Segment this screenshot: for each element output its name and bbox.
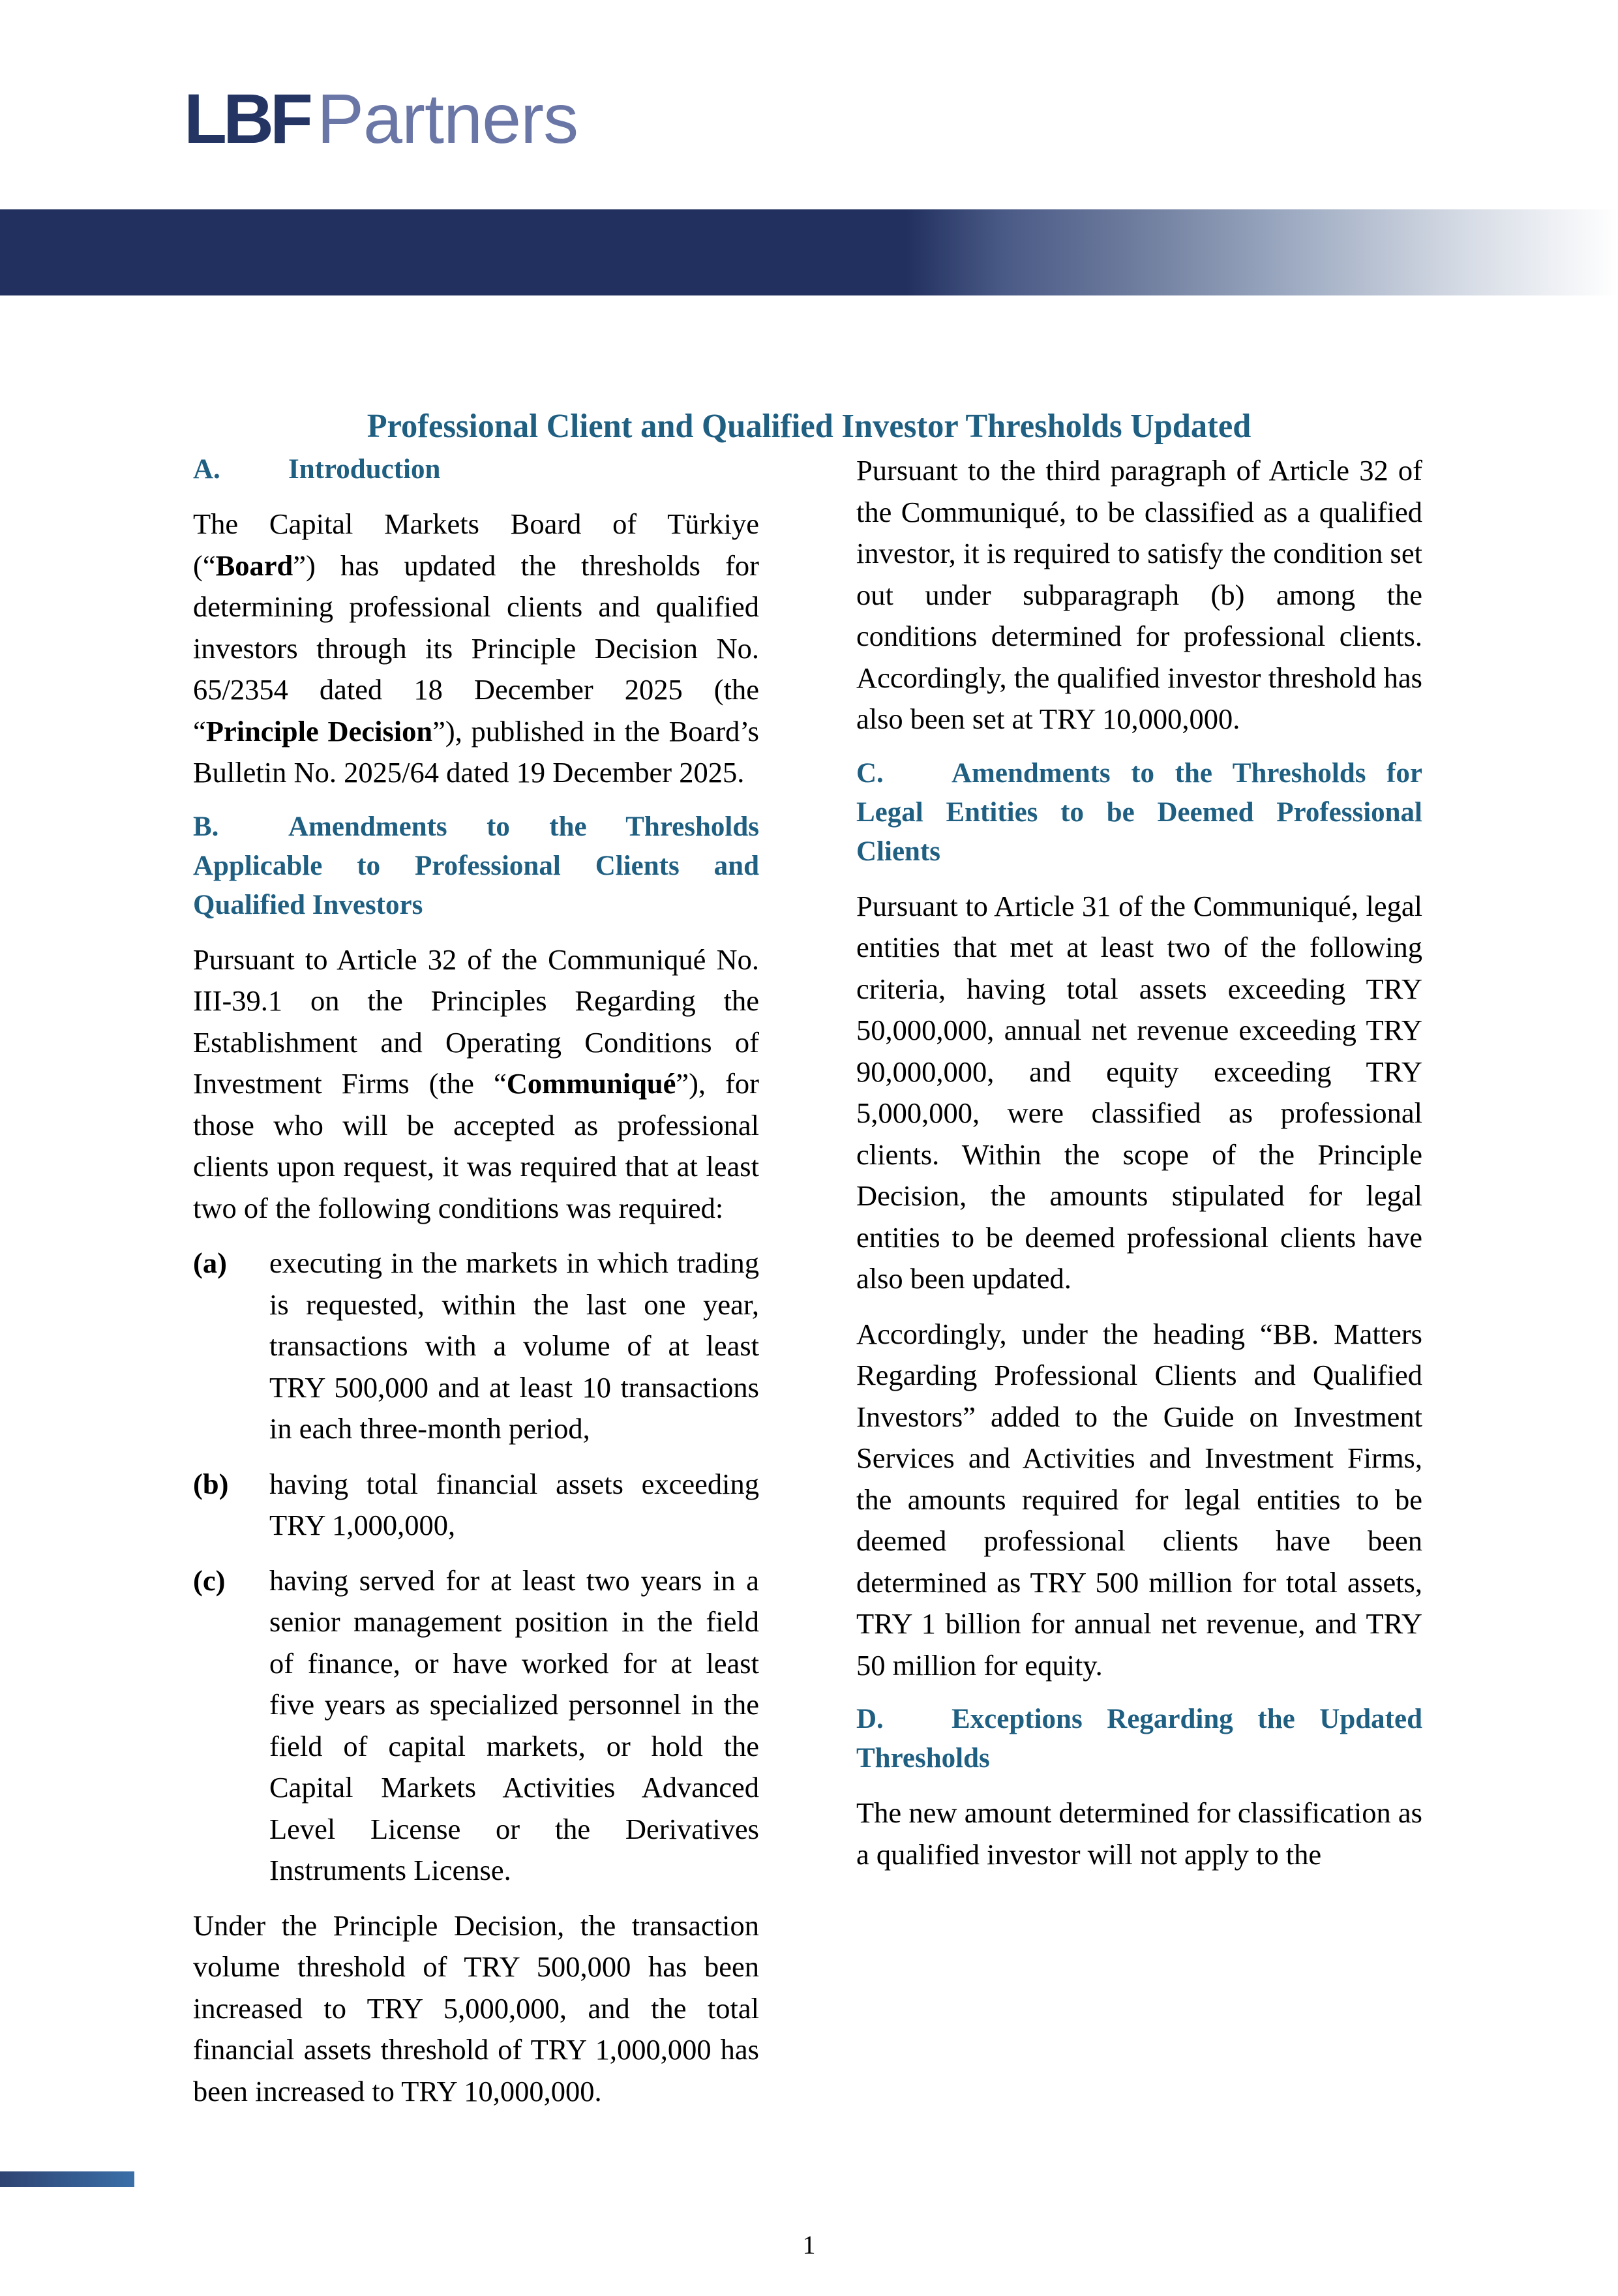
document-title: Professional Client and Qualified Investor Thresholds Updated (367, 407, 1251, 445)
section-a-paragraph: The Capital Markets Board of Türkiye (“Board”) has updated the thresholds for determining professional clients and qualified investors through its Principle Decision No. 65/2354 dated 18 December 2025 (the “Principle Decision”), published in the Board’s Bulletin No. 2025/64 dated 19 December 2025. (193, 507, 759, 789)
page-number: 1 (802, 2230, 816, 2259)
section-b-paragraph-1: Pursuant to Article 32 of the Communiqué No. III-39.1 on the Principles Regarding the Establishment and Operating Conditions of Investment Firms (the “Communiqué”), for those who will be accepted as professional clients upon request, it was required that at least two of the following conditions was required: (193, 943, 759, 1224)
list-item-c (193, 1560, 759, 1892)
section-c-paragraph-1: Pursuant to Article 31 of the Communiqué, legal entities that met at least two of the following criteria, having total assets exceeding TRY 50,000,000, annual net revenue exceeding TRY 90,000,000, and equity exceeding TRY 5,000,000, were classified as professional clients. Within the scope of the Principle Decision, the amounts stipulated for legal entities to be deemed professional clients have also been updated. (856, 889, 1422, 1295)
section-b-heading (193, 808, 759, 925)
section-letter: B. (193, 811, 219, 842)
logo-wordmark-light: Partners (316, 79, 578, 158)
section-letter: A. (193, 454, 220, 485)
section-c-paragraph-2: Accordingly, under the heading “BB. Matters Regarding Professional Clients and Qualified Investors” added to the Guide on Investment Services and Activities and Investment Firms, the amounts required for legal entities to be deemed professional clients have been determined as TRY 500 million for total assets, TRY 1 billion for annual net revenue, and TRY 50 million for equity. (856, 1317, 1422, 1682)
section-title: Amendments to the Thresholds for Legal Entities to be Deemed Professional Clients (856, 757, 1422, 867)
section-b-paragraph-2: Under the Principle Decision, the transaction volume threshold of TRY 500,000 has been increased to TRY 5,000,000, and the total financial assets threshold of TRY 1,000,000 has been increased to TRY 10,000,000. (193, 1909, 759, 2107)
section-c-heading (856, 754, 1422, 871)
section-title: Amendments to the Thresholds Applicable to Professional Clients and Qualified Investors (193, 811, 759, 920)
section-letter: C. (856, 757, 884, 789)
section-d-heading (856, 1700, 1422, 1778)
section-title: Introduction (288, 454, 441, 485)
left-column (193, 450, 759, 2112)
section-letter: D. (856, 1704, 884, 1734)
list-text: having total financial assets exceeding TRY 1,000,000, (269, 1467, 759, 1541)
list-text: having served for at least two years in a senior management position in the field of finance, or have worked for at least five years as specialized personnel in the field of capital markets, or hold the Capital Markets Activities Advanced Level License or the Derivatives Instruments License. (269, 1563, 759, 1886)
section-title: Exceptions Regarding the Updated Thresholds (856, 1704, 1422, 1774)
defined-term: Principle Decision (205, 714, 433, 748)
section-b-paragraph-3: Pursuant to the third paragraph of Article 32 of the Communiqué, to be classified as a qualified investor, it is required to satisfy the condition set out under subparagraph (b) among the conditions determined for professional clients. Accordingly, the qualified investor threshold has also been set at TRY 10,000,000. (856, 454, 1422, 735)
section-a-heading (193, 450, 759, 489)
defined-term: Board (215, 549, 293, 582)
section-d-paragraph-1: The new amount determined for classification as a qualified investor will not apply to the (856, 1796, 1422, 1871)
list-label: (b) (193, 1467, 229, 1500)
list-item-a (193, 1243, 759, 1450)
footer-accent-bar (0, 2171, 134, 2187)
list-item-b (193, 1464, 759, 1547)
list-label: (a) (193, 1246, 227, 1279)
list-label: (c) (193, 1563, 226, 1597)
header-gradient-band (0, 209, 1618, 295)
logo-wordmark-bold: LBF (184, 79, 309, 158)
company-logo (184, 79, 578, 158)
right-column (856, 450, 1422, 1889)
list-text: executing in the markets in which trading is requested, within the last one year, transactions with a volume of at least TRY 500,000 and at least 10 transactions in each three-month period, (269, 1246, 759, 1445)
defined-term: Communiqué (506, 1067, 676, 1100)
